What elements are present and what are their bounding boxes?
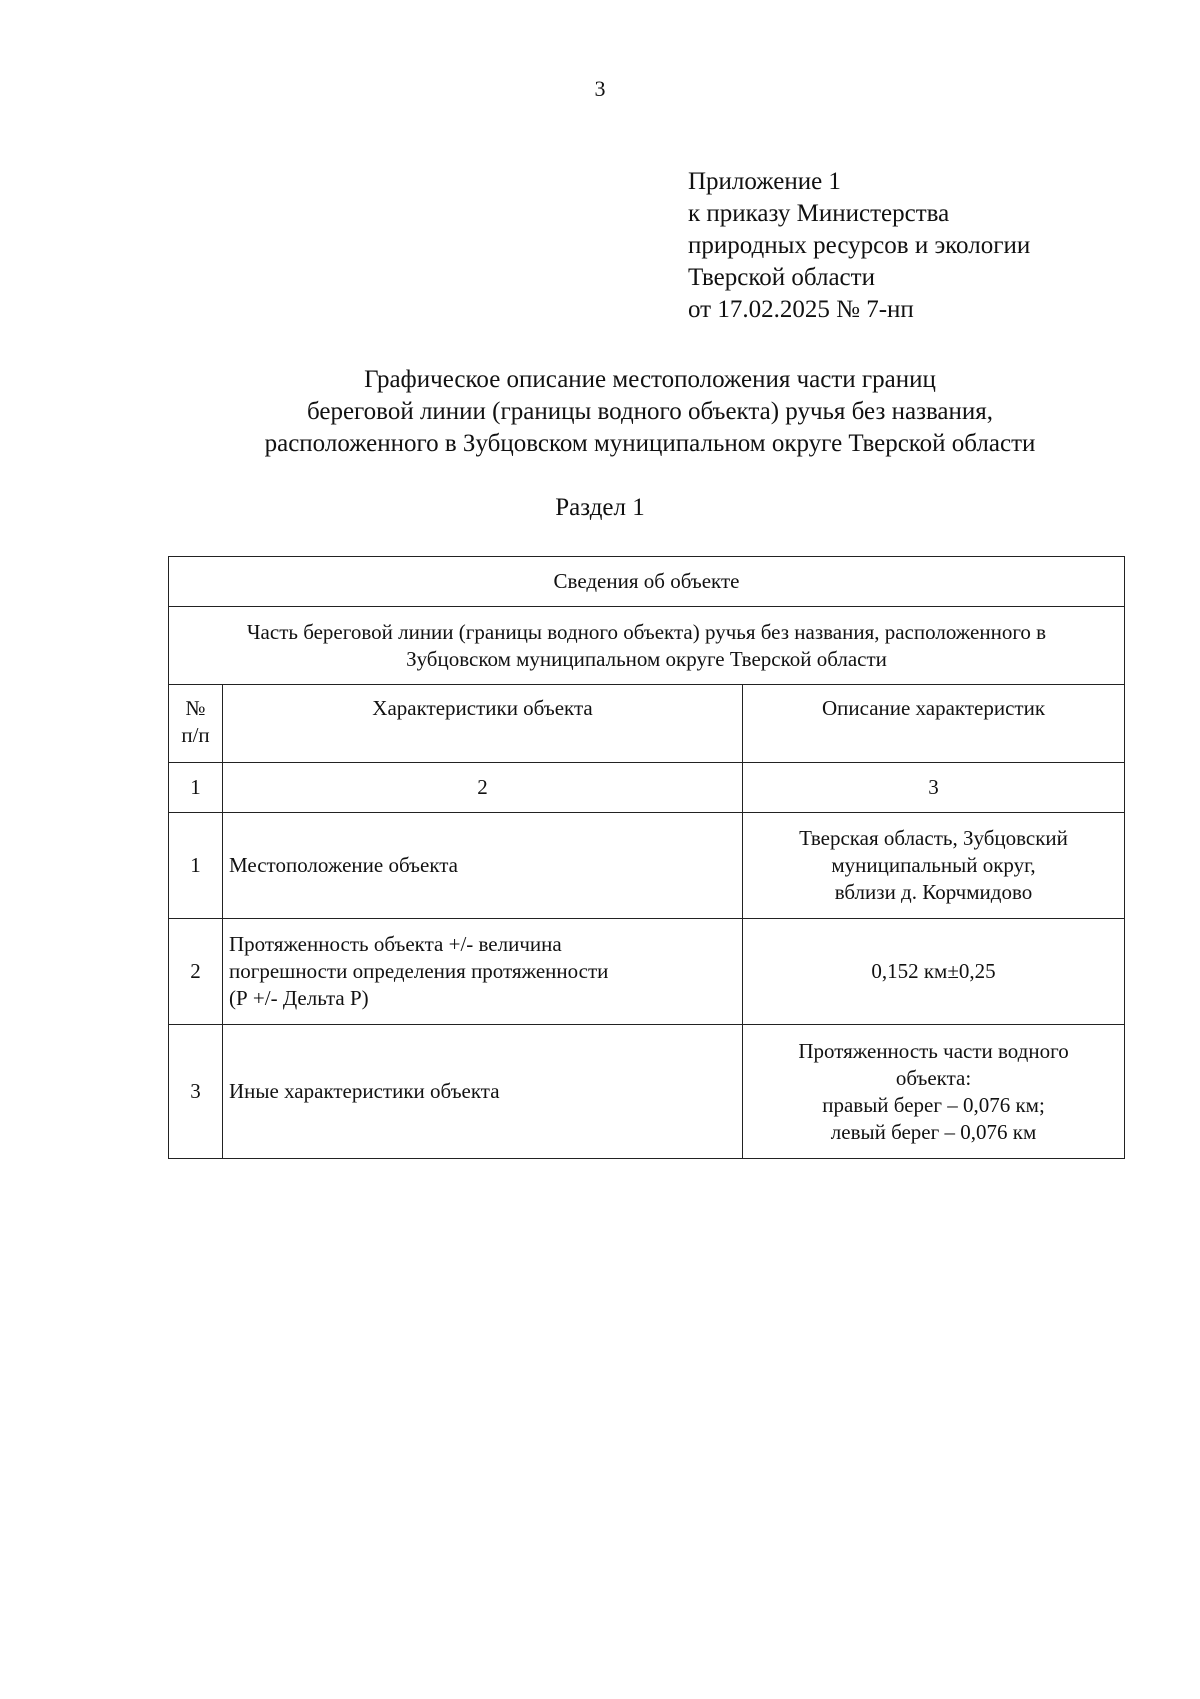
appendix-line: от 17.02.2025 № 7-нп	[688, 296, 914, 323]
row-characteristic-line: Местоположение объекта	[229, 853, 459, 877]
appendix-line: к приказу Министерства	[688, 200, 950, 227]
column-number-row	[169, 763, 1125, 813]
row-description-line: левый берег – 0,076 км	[830, 1119, 1037, 1144]
row-characteristic-line: Иные характеристики объекта	[229, 1079, 500, 1103]
row-characteristic	[223, 1025, 743, 1159]
section-label: Раздел 1	[555, 494, 645, 521]
column-header-characteristic: Характеристики объекта	[223, 685, 743, 763]
object-name-row	[169, 607, 1125, 685]
row-number: 1	[169, 813, 223, 919]
column-header-row	[169, 685, 1125, 763]
appendix-block	[688, 166, 1030, 326]
column-header-description: Описание характеристик	[743, 685, 1125, 763]
row-description	[743, 919, 1125, 1025]
column-header-num	[169, 685, 223, 763]
row-description-line: муниципальный округ,	[831, 853, 1036, 877]
row-description-line: 0,152 км±0,25	[871, 959, 996, 983]
table-row	[169, 1025, 1125, 1159]
row-description-line: Протяженность части водного	[798, 1038, 1069, 1063]
table-row	[169, 919, 1125, 1025]
row-characteristic-line: (Р +/- Дельта Р)	[229, 986, 369, 1010]
document-title	[150, 364, 1150, 460]
row-characteristic-line: погрешности определения протяженности	[229, 959, 609, 983]
title-line: Графическое описание местоположения части границ	[364, 366, 936, 393]
row-characteristic-line: Протяженность объекта +/- величина	[229, 932, 562, 956]
object-name	[169, 607, 1125, 685]
table-header-row	[169, 557, 1125, 607]
column-number: 3	[743, 763, 1125, 813]
row-number: 2	[169, 919, 223, 1025]
row-characteristic	[223, 813, 743, 919]
page-number: 3	[594, 76, 606, 101]
appendix-line: Тверской области	[688, 264, 875, 291]
row-description	[743, 1025, 1125, 1159]
object-name-line: Часть береговой линии (границы водного объекта) ручья без названия, расположенного в	[246, 619, 1047, 644]
column-header-num-line: №	[185, 696, 206, 720]
table-row	[169, 813, 1125, 919]
row-description-line: Тверская область, Зубцовский	[799, 826, 1068, 850]
object-info-table	[168, 556, 1125, 1159]
table-header: Сведения об объекте	[169, 557, 1125, 607]
column-number: 2	[223, 763, 743, 813]
row-description-line: правый берег – 0,076 км;	[822, 1092, 1045, 1117]
appendix-line: природных ресурсов и экологии	[688, 232, 1031, 259]
column-number: 1	[169, 763, 223, 813]
column-header-num-line: п/п	[181, 723, 210, 747]
row-description-line: объекта:	[895, 1065, 972, 1090]
object-name-line: Зубцовском муниципальном округе Тверской области	[406, 646, 887, 671]
row-characteristic	[223, 919, 743, 1025]
row-description-line: вблизи д. Корчмидово	[834, 880, 1033, 904]
title-line: береговой линии (границы водного объекта) ручья без названия,	[306, 398, 994, 425]
title-line: расположенного в Зубцовском муниципальном округе Тверской области	[264, 430, 1036, 457]
appendix-line: Приложение 1	[688, 168, 841, 195]
row-number: 3	[169, 1025, 223, 1159]
row-description	[743, 813, 1125, 919]
